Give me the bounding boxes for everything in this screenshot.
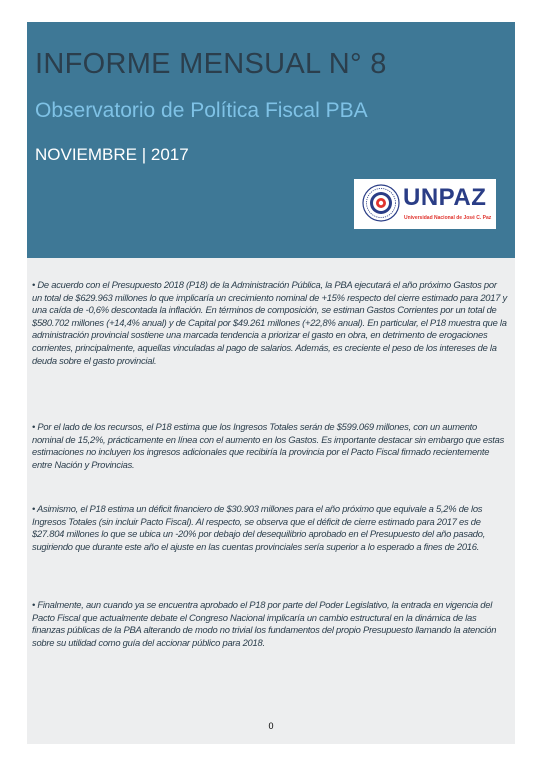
page-number: 0 [268, 721, 274, 731]
logo-name: UNPAZ [403, 184, 487, 211]
report-header [27, 22, 515, 258]
paragraph-pacto-fiscal: • Finalmente, aun cuando ya se encuentra aprobado el P18 por parte del Poder Legislativo, la entrada en vigencia del Pacto Fiscal que actualmente debate el Congreso Nacional implicaría un cambio estructural en la dinámica de las finanzas públicas de la PBA alterando de modo no trivial los fundamentos del propio Presupuesto llamando la atención sobre su utilidad como guía del accionar público para 2018. [32, 599, 497, 648]
report-body [27, 258, 515, 744]
university-seal-icon [362, 184, 400, 222]
logo-tagline: Universidad Nacional de José C. Paz [404, 215, 492, 221]
unpaz-logo [354, 179, 496, 229]
paragraph-recursos: • Por el lado de los recursos, el P18 estima que los Ingresos Totales serán de $599.069 millones, con un aumento nominal de 15,2%, prácticamente en línea con el aumento en los Gastos. Es importante destacar sin embargo que estas estimaciones no incluyen los ingresos adicionales que recibiría la provincia por el Pacto Fiscal firmado recientemente entre Nación y Provincias. [32, 421, 505, 470]
report-subtitle: Observatorio de Política Fiscal PBA [35, 99, 368, 122]
report-title: INFORME MENSUAL N° 8 [35, 48, 387, 80]
paragraph-gastos: • De acuerdo con el Presupuesto 2018 (P18) de la Administración Pública, la PBA ejecutará el año próximo Gastos por un total de $629.963 millones lo que implicaría un crecimiento nominal de +15% respecto del cierre estimado para 2017 y una caída de -0,6% descontada la inflación. En términos de composición, se estiman Gastos Corrientes por un total de $580.702 millones (+14,4% anual) y de Capital por $49.261 millones (+22,8% anual). En particular, el P18 muestra que la administración provincial sostiene una marcada tendencia a priorizar el gasto en obra, en detrimento de erogaciones corrientes, principalmente, aquellas vinculadas al pago de salarios. Además, es creciente el peso de los intereses de la deuda sobre el gasto provincial. [32, 279, 507, 366]
paragraph-deficit: • Asimismo, el P18 estima un déficit financiero de $30.903 millones para el año próximo que equivale a 5,2% de los Ingresos Totales (sin incluir Pacto Fiscal). Al respecto, se observa que el déficit de cierre estimado para 2017 es de $27.804 millones lo que se ubica un -20% por debajo del desequilibrio aprobado en el Presupuesto del año pasado, sugiriendo que durante este año el ajuste en las cuentas provinciales sería superior a lo esperado a fines de 2016. [32, 503, 486, 552]
report-date: NOVIEMBRE | 2017 [35, 145, 189, 164]
